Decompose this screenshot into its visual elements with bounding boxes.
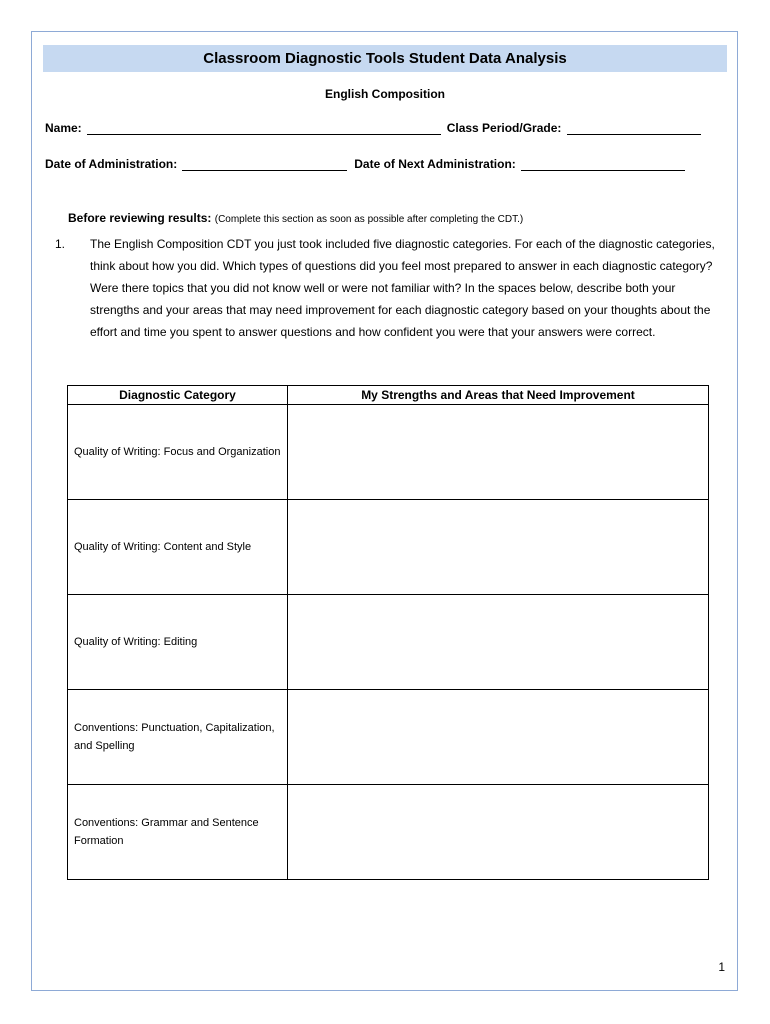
document-title: Classroom Diagnostic Tools Student Data Analysis [43,45,727,72]
response-cell[interactable] [288,405,709,500]
instruction-item [55,233,727,343]
category-cell: Quality of Writing: Editing [68,595,288,690]
document-subtitle: English Composition [325,87,445,101]
class-period-field[interactable] [567,120,701,135]
name-field[interactable] [87,120,441,135]
name-row [45,120,701,135]
response-cell[interactable] [288,690,709,785]
diagnostic-table [67,385,709,880]
name-label: Name: [45,121,82,135]
table-header-row [68,386,709,405]
table-row [68,405,709,500]
table-row [68,595,709,690]
response-cell[interactable] [288,500,709,595]
item-number: 1. [55,237,66,251]
date-next-field[interactable] [521,156,685,171]
table-row [68,500,709,595]
header-diagnostic-category: Diagnostic Category [68,386,288,405]
header-strengths: My Strengths and Areas that Need Improvement [288,386,709,405]
response-cell[interactable] [288,785,709,880]
date-admin-field[interactable] [182,156,347,171]
instructions-note: (Complete this section as soon as possible after completing the CDT.) [214,214,524,225]
category-cell: Quality of Writing: Content and Style [68,500,288,595]
instructions-heading: Before reviewing results: [68,211,212,225]
date-admin-label: Date of Administration: [45,157,178,171]
instructions [68,211,728,225]
item-text: The English Composition CDT you just took included five diagnostic categories. For each of the diagnostic categories, think about how you did. Which types of questions did you feel most prepared to answer in each diagnostic category? Were there topics that you did not know well or were not familiar with? In the spaces below, describe both your strengths and your areas that may need improvement for each diagnostic category based on your thoughts about the effort and time you spent to answer questions and how confident you were that your answers were correct. [90,237,715,339]
date-row [45,156,685,171]
response-cell[interactable] [288,595,709,690]
category-cell: Conventions: Grammar and Sentence Formation [68,785,288,880]
table-row [68,690,709,785]
category-cell: Quality of Writing: Focus and Organization [68,405,288,500]
table-row [68,785,709,880]
class-period-label: Class Period/Grade: [446,121,562,135]
page-number: 1 [718,960,725,974]
category-cell: Conventions: Punctuation, Capitalization, and Spelling [68,690,288,785]
date-next-label: Date of Next Administration: [354,157,516,171]
